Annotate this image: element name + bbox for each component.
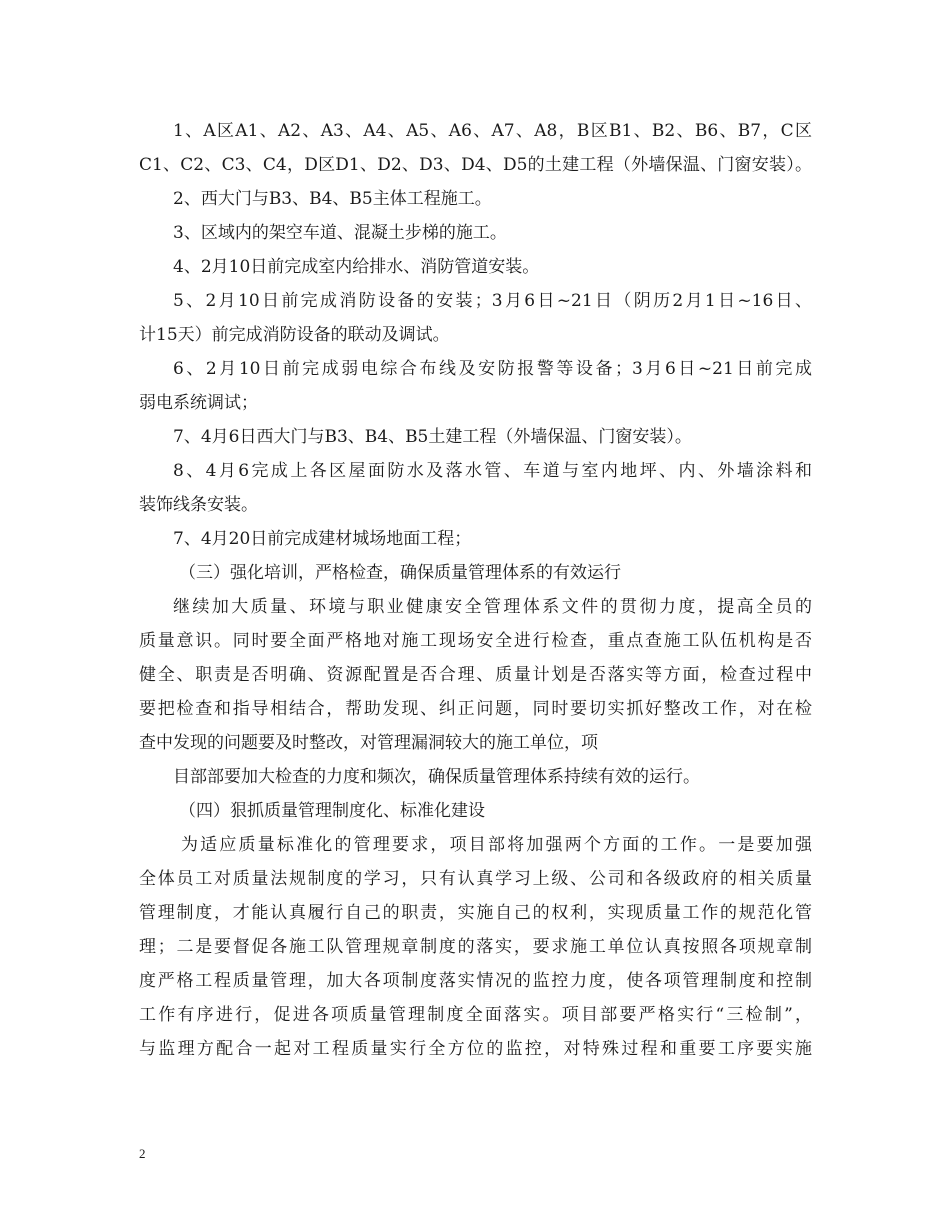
- paragraph-line: 装饰线条安装。: [139, 495, 258, 515]
- paragraph-line: 质量意识。同时要全面严格地对施工现场安全进行检查，重点查施工队伍机构是否: [139, 631, 812, 651]
- paragraph-line: 工作有序进行，促进各项质量管理制度全面落实。项目部要严格实行“三检制”，: [139, 1005, 812, 1025]
- paragraph-line: 目部部要加大检查的力度和频次，确保质量管理体系持续有效的运行。: [173, 767, 700, 787]
- paragraph-line: 4、2月10日前完成室内给排水、消防管道安装。: [173, 257, 540, 277]
- paragraph-line: 5、2月10日前完成消防设备的安装；3月6日~21日（阴历2月1日~16日、: [173, 291, 812, 311]
- paragraph-line: 查中发现的问题要及时整改，对管理漏洞较大的施工单位，项: [139, 733, 598, 753]
- paragraph-line: 为适应质量标准化的管理要求，项目部将加强两个方面的工作。一是要加强: [181, 835, 812, 855]
- paragraph-line: 2、西大门与B3、B4、B5主体工程施工。: [173, 189, 492, 209]
- paragraph-line: 度严格工程质量管理，加大各项制度落实情况的监控力度，使各项管理制度和控制: [139, 971, 812, 991]
- paragraph-line: 弱电系统调试；: [139, 393, 258, 413]
- paragraph-line: 理；二是要督促各施工队管理规章制度的落实，要求施工单位认真按照各项规章制: [139, 937, 812, 957]
- paragraph-line: 与监理方配合一起对工程质量实行全方位的监控，对特殊过程和重要工序要实施: [139, 1039, 812, 1059]
- paragraph-line: 全体员工对质量法规制度的学习，只有认真学习上级、公司和各级政府的相关质量: [139, 869, 812, 889]
- section-heading: （三）强化培训，严格检查，确保质量管理体系的有效运行: [179, 563, 621, 583]
- paragraph-line: 要把检查和指导相结合，帮助发现、纠正问题，同时要切实抓好整改工作，对在检: [139, 699, 812, 719]
- page-number: 2: [139, 1146, 146, 1161]
- paragraph-line: 计15天）前完成消防设备的联动及调试。: [139, 325, 450, 345]
- paragraph-line: 7、4月6日西大门与B3、B4、B5土建工程（外墙保温、门窗安装）。: [173, 427, 692, 447]
- paragraph-line: C1、C2、C3、C4，D区D1、D2、D3、D4、D5的土建工程（外墙保温、门窗安装）。: [139, 155, 812, 175]
- document-body: [139, 114, 812, 1066]
- paragraph-line: 7、4月20日前完成建材城场地面工程；: [173, 529, 472, 549]
- section-heading: （四）狠抓质量管理制度化、标准化建设: [179, 801, 485, 821]
- paragraph-line: 1、A区A1、A2、A3、A4、A5、A6、A7、A8，B区B1、B2、B6、B7，C区: [173, 121, 812, 141]
- paragraph-line: 6、2月10日前完成弱电综合布线及安防报警等设备；3月6日~21日前完成: [173, 359, 812, 379]
- paragraph-line: 健全、职责是否明确、资源配置是否合理、质量计划是否落实等方面，检查过程中: [139, 665, 812, 685]
- paragraph-line: 继续加大质量、环境与职业健康安全管理体系文件的贯彻力度，提高全员的: [173, 597, 812, 617]
- paragraph-line: 管理制度，才能认真履行自己的职责，实施自己的权利，实现质量工作的规范化管: [139, 903, 812, 923]
- paragraph-line: 8、4月6完成上各区屋面防水及落水管、车道与室内地坪、内、外墙涂料和: [173, 461, 812, 481]
- paragraph-line: 3、区域内的架空车道、混凝土步梯的施工。: [173, 223, 507, 243]
